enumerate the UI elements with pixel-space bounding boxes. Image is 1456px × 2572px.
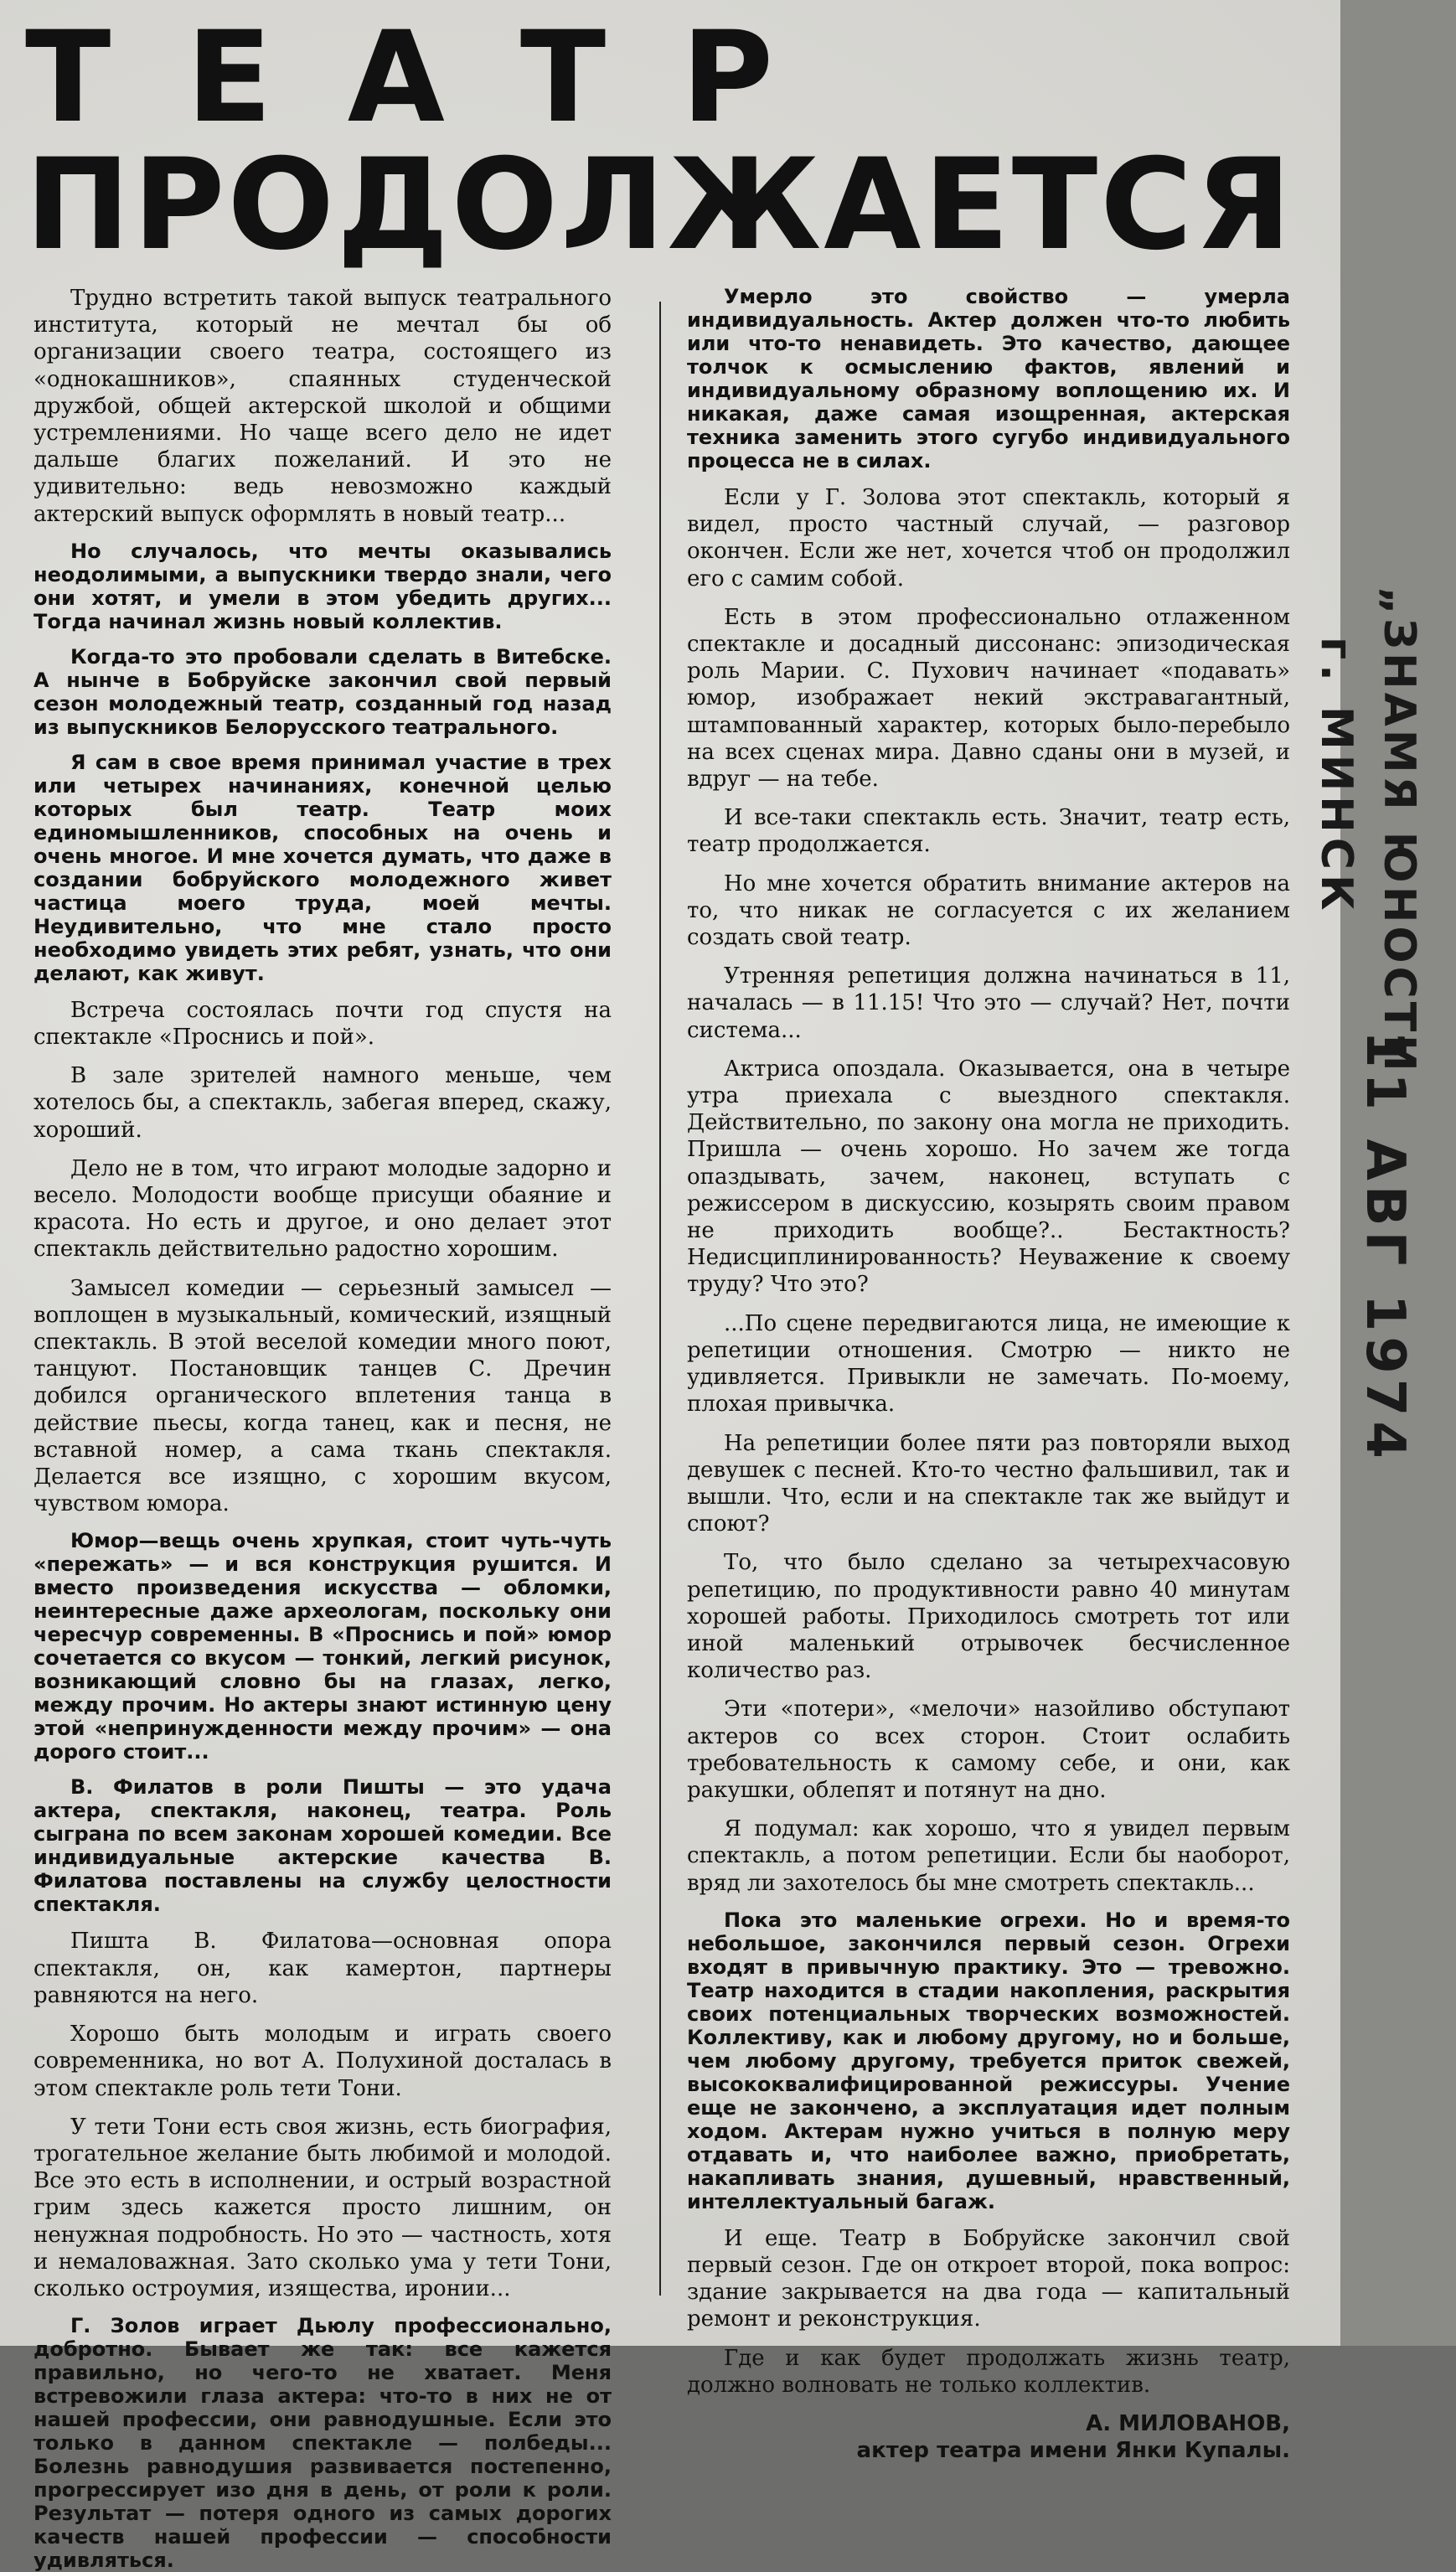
paragraph: Я сам в свое время принимал участие в трех или четырех начинаниях, конечной целью которых был театр. Театр моих единомышленников, способных на очень и очень многое. И мне хочется думать, что даже в создании бобруйского молодежного живет частица моего труда, моей мечты. Неудивительно, что мне стало просто необходимо увидеть этих ребят, узнать, что они делают, как живут. <box>34 750 612 985</box>
paragraph: В зале зрителей намного меньше, чем хотелось бы, а спектакль, забегая вперед, скажу, хороший. <box>34 1063 612 1143</box>
article-column-left <box>34 285 612 2572</box>
paragraph: Где и как будет продолжать жизнь театр, должно волновать не только коллектив. <box>687 2345 1290 2398</box>
paragraph: Трудно встретить такой выпуск театрального института, который не мечтал бы об организации своего театра, состоящего из «однокашников», спаянных студенческой дружбой, общей актерской школой и общими устремлениями. Но чаще всего дело не идет дальше благих пожеланий. И это не удивительно: ведь невозможно каждый актерский выпуск оформлять в новый театр... <box>34 286 612 527</box>
paragraph: Но мне хочется обратить внимание актеров на то, что никак не согласуется с их желанием создать свой театр. <box>687 870 1290 951</box>
paragraph: Когда-то это пробовали сделать в Витебске. А нынче в Бобруйске закончил свой первый сезон молодежный театр, созданный год назад из выпускников Белорусского театрального. <box>34 644 612 739</box>
paragraph: Замысел комедии — серьезный замысел — воплощен в музыкальный, комический, изящный спектакль. В этой веселой комедии много поют, танцуют. Постановщик танцев С. Дречин добился органического вплетения танца в действие пьесы, когда танец, как и песня, не вставной номер, а сама ткань спектакля. Делается все изящно, с хорошим вкусом, чувством юмора. <box>34 1275 612 1517</box>
paragraph: В. Филатов в роли Пишты — это удача актера, спектакля, наконец, театра. Роль сыграна по всем законам хорошей комедии. Все индивидуальные актерские качества В. Филатова поставлены на службу целостности спектакля. <box>34 1775 612 1917</box>
paragraph: Юмор—вещь очень хрупкая, стоит чуть-чуть «пережать» — и вся конструкция рушится. И вместо произведения искусства — обломки, неинтересные даже археологам, поскольку они чересчур современны. В «Проснись и пой» юмор сочетается со вкусом — тонкий, легкий рисунок, возникающий словно бы на глазах, легко, между прочим. Но актеры знают истинную цену этой «непринужденности между прочим» — она дорого стоит... <box>34 1529 612 1764</box>
paragraph: Но случалось, что мечты оказывались неодолимыми, а выпускники твердо знали, чего они хотят, и умели в этом убедить других... Тогда начинал жизнь новый коллектив. <box>34 539 612 633</box>
author-position: актер театра имени Янки Купалы. <box>856 2437 1290 2463</box>
paragraph: Г. Золов играет Дьюлу профессионально, добротно. Бывает же так: все кажется правильно, но чего-то не хватает. Меня встревожили глаза актера: что-то в них не от нашей профессии, они равнодушные. Если это только в данном спектакле — полбеды... Болезнь равнодушия развивается постепенно, прогрессирует изо дня в день, от роли к роли. Результат — потеря одного из самых дорогих качеств нашей профессии — способности удивляться. <box>34 2314 612 2572</box>
paragraph: ...По сцене передвигаются лица, не имеющие к репетиции отношения. Смотрю — никто не удивляется. Привыкли не замечать. По-моему, плохая привычка. <box>687 1310 1290 1418</box>
stamp-date: 11 АВГ 1974 <box>1354 1030 1416 1464</box>
paragraph: И еще. Театр в Бобруйске закончил свой первый сезон. Где он откроет второй, пока вопрос: здание закрывается на два года — капитальный ремонт и реконструкция. <box>687 2225 1290 2332</box>
paragraph: Если у Г. Золова этот спектакль, который я видел, просто частный случай, — разговор окончен. Если же нет, хочется чтоб он продолжил его с самим собой. <box>687 485 1290 591</box>
paragraph: Актриса опоздала. Оказывается, она в четыре утра приехала с выездного спектакля. Действительно, по закону она могла не приходить. Пришла — очень хорошо. Но зачем же тогда опаздывать, зачем, наконец, вступать с режиссером в дискуссию, козырять своим правом не приходить вообще?.. Бестактность? Недисциплинированность? Неуважение к своему труду? Что это? <box>687 1056 1290 1298</box>
paragraph: Пока это маленькие огрехи. Но и время-то небольшое, закончился первый сезон. Огрехи входят в привычную практику. Это — тревожно. Театр находится в стадии накопления, раскрытия своих потенциальных творческих возможностей. Коллективу, как и любому другому, но и больше, чем любому другому, требуется приток свежей, высококвалифицированной режиссуры. Учение еще не закончено, а эксплуатация идет полным ходом. Актерам нужно учиться в полную меру отдавать и, что наиболее важно, приобретать, накапливать знания, душевный, нравственный, интеллектуальный багаж. <box>687 1908 1290 2213</box>
paragraph: Утренняя репетиция должна начинаться в 11, началась — в 11.15! Что это — случай? Нет, почти система... <box>687 963 1290 1043</box>
paragraph: На репетиции более пяти раз повторяли выход девушек с песней. Кто-то честно фальшивил, так и вышли. Что, если и на спектакле так же выйдут и споют? <box>687 1430 1290 1537</box>
paragraph: У тети Тони есть своя жизнь, есть биография, трогательное желание быть любимой и молодой. Все это есть в исполнении, и острый возрастной грим здесь кажется просто лишним, он ненужная подробность. Но это — частность, хотя и немаловажная. Зато сколько ума у тети Тони, сколько остроумия, изящества, иронии... <box>34 2114 612 2301</box>
paragraph: Есть в этом профессионально отлаженном спектакле и досадный диссонанс: эпизодическая роль Марии. С. Пухович начинает «подавать» юмор, изображает некий экстравагантный, штампованный характер, которых было-перебыло на всех сценах мира. Давно сданы они в музей, и вдруг — на тебе. <box>687 604 1290 793</box>
author-signature <box>687 2410 1290 2464</box>
stamp-city: г. МИНСК <box>1311 637 1361 916</box>
paragraph: Пишта В. Филатова—основная опора спектакля, он, как камертон, партнеры равняются на него. <box>34 1929 612 2008</box>
headline-line-2: ПРОДОЛЖАЕТСЯ <box>25 132 1294 278</box>
stamp-newspaper-name: „ЗНАМЯ ЮНОСТИ <box>1374 586 1424 1075</box>
headline-line-1: ТЕАТР <box>25 5 849 151</box>
author-name: А. МИЛОВАНОВ, <box>1086 2410 1290 2436</box>
paragraph: То, что было сделано за четырехчасовую репетицию, по продуктивности равно 40 минутам хорошей работы. Приходилось смотреть тот или иной маленький отрывочек бесчисленное количество раз. <box>687 1550 1290 1684</box>
paragraph: Хорошо быть молодым и играть своего современника, но вот А. Полухиной досталась в этом спектакле роль тети Тони. <box>34 2022 612 2101</box>
paragraph: Дело не в том, что играют молодые задорно и весело. Молодости вообще присущи обаяние и красота. Но есть и другое, и оно делает этот спектакль действительно радостно хорошим. <box>34 1155 612 1263</box>
paragraph: И все-таки спектакль есть. Значит, театр есть, театр продолжается. <box>687 805 1290 858</box>
paragraph: Эти «потери», «мелочи» назойливо обступают актеров со всех сторон. Стоит ослабить требовательность к самому себе, и они, как ракушки, облепят и потянут на дно. <box>687 1697 1290 1803</box>
paragraph: Встреча состоялась почти год спустя на спектакле «Проснись и пой». <box>34 997 612 1051</box>
paragraph: Умерло это свойство — умерла индивидуальность. Актер должен что-то любить или что-то ненавидеть. Это качество, дающее толчок к осмыслению фактов, явлений и индивидуальному образному воплощению их. И никакая, даже самая изощренная, актерская техника заменить этого сугубо индивидуального процесса не в силах. <box>687 285 1290 473</box>
column-divider <box>659 302 661 2296</box>
article-column-right <box>687 285 1290 2463</box>
paragraph: Я подумал: как хорошо, что я увидел первым спектакль, а потом репетиции. Если бы наоборот, вряд ли захотелось бы мне смотреть спектакль... <box>687 1816 1290 1896</box>
